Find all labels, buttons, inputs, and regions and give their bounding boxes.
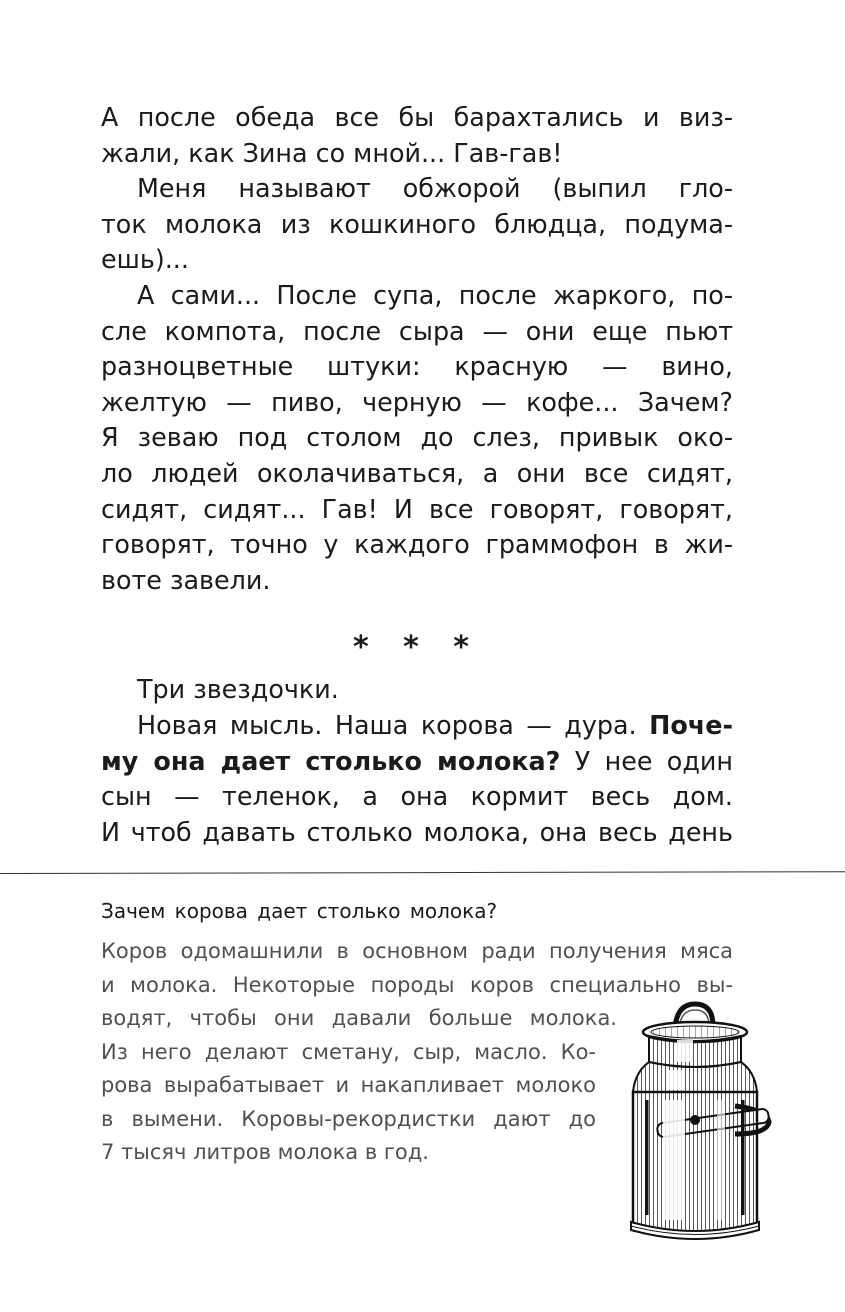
main-text (101, 100, 733, 850)
text-fragment: У нее один (560, 745, 733, 776)
text-fragment: Новая мысль. Наша корова — дура. (137, 709, 650, 740)
bold-question: му она дает столько молока? (101, 745, 561, 776)
text-line (101, 708, 733, 744)
info-box-title: Зачем корова дает столько молока? (101, 899, 498, 923)
divider-line (0, 871, 845, 874)
milk-can-icon (617, 1000, 777, 1245)
section-separator: * * * (353, 630, 481, 666)
bold-question: Поче- (649, 709, 733, 740)
text-line: Я зеваю под столом до слез, привык око- (101, 422, 733, 453)
text-line: ло людей околачиваться, а они все сидят, (101, 457, 733, 488)
info-line: Коров одомашнили в основном ради получения мяса (101, 939, 733, 963)
info-line: Из него делают сметану, сыр, масло. Ко- (101, 1039, 596, 1064)
info-line: и молока. Некоторые породы коров специально вы- (101, 972, 733, 997)
text-line: Меня называют обжорой (выпил гло- (137, 173, 733, 204)
text-line: И чтоб давать столько молока, она весь день (101, 816, 733, 847)
info-line: в вымени. Коровы-рекордистки дают до (101, 1106, 596, 1131)
text-line: ешь)... (101, 244, 189, 275)
text-line: ток молока из кошкиного блюдца, подума- (101, 208, 733, 239)
text-line: воте завели. (101, 564, 271, 595)
text-line: А сами... После супа, после жаркого, по- (137, 279, 733, 310)
text-line: сле компота, после сыра — они еще пьют (101, 315, 733, 346)
info-line: 7 тысяч литров молока в год. (101, 1140, 429, 1164)
text-line: А после обеда все бы барахтались и виз- (101, 102, 733, 132)
info-line: водят, чтобы они давали больше молока. (101, 1006, 617, 1030)
text-line (101, 744, 733, 780)
text-line: жали, как Зина со мной... Гав-гав! (101, 137, 563, 168)
text-line: говорят, точно у каждого граммофон в жи- (101, 529, 733, 560)
info-line: рова вырабатывает и накапливает молоко (101, 1073, 596, 1097)
text-line: разноцветные штуки: красную — вино, (101, 351, 733, 382)
text-line: сидят, сидят... Гав! И все говорят, говорят, (101, 493, 733, 524)
text-line: Три звездочки. (137, 674, 339, 705)
text-line: сын — теленок, а она кормит весь дом. (101, 781, 733, 812)
text-line: желтую — пиво, черную — кофе... Зачем? (101, 386, 733, 417)
